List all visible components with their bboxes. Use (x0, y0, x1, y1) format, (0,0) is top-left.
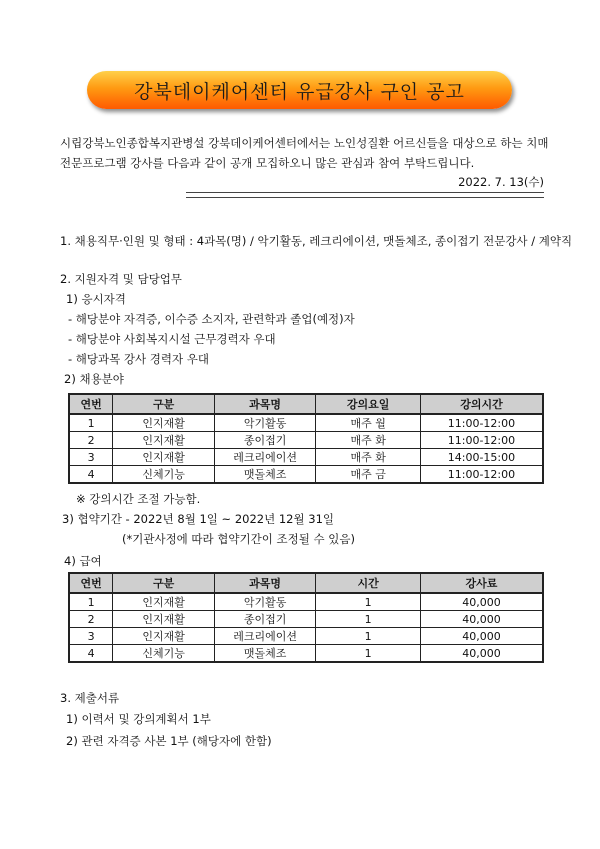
table-cell: 1 (316, 611, 421, 628)
table-cell: 14:00-15:00 (420, 449, 543, 466)
double-rule-divider (186, 192, 544, 198)
section-3-title: 3. 제출서류 (60, 691, 120, 705)
table-cell: 11:00-12:00 (420, 432, 543, 449)
table-header: 시간 (316, 573, 421, 593)
table-cell: 매주 화 (316, 449, 421, 466)
table-header: 구분 (113, 573, 215, 593)
table-cell: 인지재활 (113, 611, 215, 628)
table-cell: 11:00-12:00 (420, 414, 543, 432)
table-cell: 종이접기 (214, 611, 316, 628)
intro-paragraph: 시립강북노인종합복지관병설 강북데이케어센터에서는 노인성질환 어르신들을 대상으로 하는 치매 전문프로그램 강사를 다음과 같이 공개 모집하오니 많은 관심과 참여 부탁드립니다. (60, 136, 549, 170)
contract-period-note: (*기관사정에 따라 협약기간이 조정될 수 있음) (122, 532, 355, 546)
table-header: 강의요일 (316, 394, 421, 414)
table-header: 구분 (113, 394, 215, 414)
qualification-item: - 해당과목 강사 경력자 우대 (68, 352, 209, 366)
table-header: 과목명 (214, 573, 316, 593)
table-header: 강사료 (420, 573, 543, 593)
table-row (69, 628, 543, 645)
table-cell: 인지재활 (113, 414, 215, 432)
table-cell: 3 (69, 628, 113, 645)
table-cell: 2 (69, 611, 113, 628)
time-adjust-note: ※ 강의시간 조절 가능함. (76, 492, 201, 506)
contract-period: 3) 협약기간 - 2022년 8월 1일 ~ 2022년 12월 31일 (62, 512, 335, 526)
table-cell: 인지재활 (113, 628, 215, 645)
salary-table (68, 572, 544, 663)
table-header: 과목명 (214, 394, 316, 414)
table-row (69, 449, 543, 466)
table-cell: 3 (69, 449, 113, 466)
table-cell: 신체기능 (113, 645, 215, 663)
table-cell: 4 (69, 645, 113, 663)
table-row (69, 414, 543, 432)
table-cell: 1 (69, 414, 113, 432)
qualification-item: - 해당분야 사회복지시설 근무경력자 우대 (68, 332, 276, 346)
recruitment-table (68, 393, 544, 484)
table-cell: 레크리에이션 (214, 628, 316, 645)
table-cell: 인지재활 (113, 432, 215, 449)
table-cell: 40,000 (420, 611, 543, 628)
table-cell: 40,000 (420, 645, 543, 663)
table-cell: 맷돌체조 (214, 645, 316, 663)
title-banner (87, 71, 512, 109)
section-2-title: 2. 지원자격 및 담당업무 (60, 272, 182, 286)
table-header: 연번 (69, 394, 113, 414)
table-cell: 레크리에이션 (214, 449, 316, 466)
table-cell: 악기활동 (214, 593, 316, 611)
table-cell: 맷돌체조 (214, 466, 316, 484)
table-cell: 신체기능 (113, 466, 215, 484)
table-cell: 11:00-12:00 (420, 466, 543, 484)
table-row (69, 645, 543, 663)
table-cell: 매주 금 (316, 466, 421, 484)
table-cell: 매주 월 (316, 414, 421, 432)
table-row (69, 466, 543, 484)
sub-recruitment-title: 2) 채용분야 (64, 372, 124, 386)
table-cell: 종이접기 (214, 432, 316, 449)
table-row (69, 593, 543, 611)
sub-qualifications-title: 1) 응시자격 (66, 292, 126, 306)
announcement-date: 2022. 7. 13(수) (458, 175, 544, 189)
table-header: 강의시간 (420, 394, 543, 414)
table-cell: 매주 화 (316, 432, 421, 449)
table-cell: 1 (316, 645, 421, 663)
qualification-item: - 해당분야 자격증, 이수증 소지자, 관련학과 졸업(예정)자 (68, 312, 355, 326)
table-cell: 1 (69, 593, 113, 611)
table-header: 연번 (69, 573, 113, 593)
page-title: 강북데이케어센터 유급강사 구인 공고 (134, 80, 465, 103)
table-cell: 인지재활 (113, 449, 215, 466)
table-cell: 악기활동 (214, 414, 316, 432)
document-item: 1) 이력서 및 강의계획서 1부 (66, 712, 211, 726)
table-cell: 인지재활 (113, 593, 215, 611)
table-cell: 40,000 (420, 593, 543, 611)
section-1-job-info: 1. 채용직무·인원 및 형태 : 4과목(명) / 악기활동, 레크리에이션, 맷돌체조, 종이접기 전문강사 / 계약직 (60, 234, 573, 248)
table-row (69, 611, 543, 628)
table-cell: 1 (316, 593, 421, 611)
document-item: 2) 관련 자격증 사본 1부 (해당자에 한함) (66, 734, 272, 748)
sub-salary-title: 4) 급여 (64, 554, 102, 568)
table-cell: 1 (316, 628, 421, 645)
table-row (69, 432, 543, 449)
table-cell: 40,000 (420, 628, 543, 645)
table-cell: 4 (69, 466, 113, 484)
table-cell: 2 (69, 432, 113, 449)
